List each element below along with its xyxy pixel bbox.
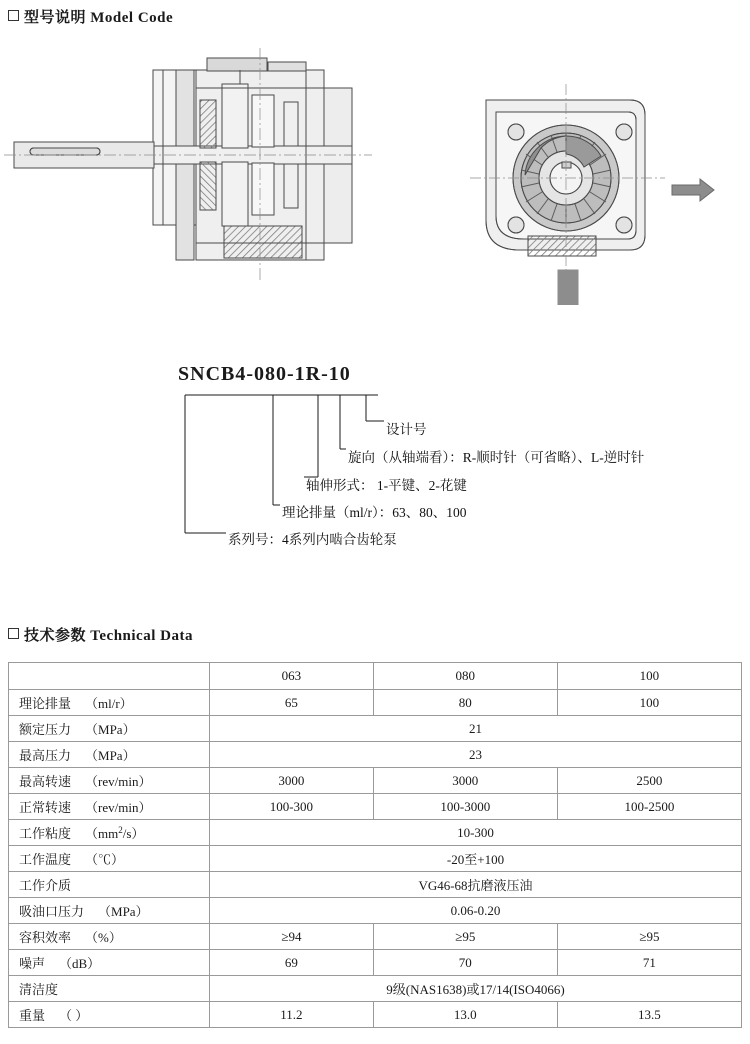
row-value-100: 100 [557,690,741,716]
table-row [9,820,742,846]
row-label-unit: （MPa） [85,722,136,737]
row-label-unit: （%） [85,930,122,945]
row-value-063: 69 [210,950,374,976]
row-value-merged: 0.06-0.20 [210,898,742,924]
flow-arrow-icon [672,179,714,201]
row-value-080: 100-3000 [373,794,557,820]
row-label [9,846,210,872]
table-body [9,663,742,1028]
row-label-name: 最高压力 [19,748,72,763]
row-label [9,898,210,924]
row-label-name: 重量 [19,1008,46,1023]
row-label-name: 工作粘度 [19,826,72,841]
table-row [9,846,742,872]
row-label-unit: $(mm^2/s)$ [85,825,145,841]
legend-series-no: 系列号：4系列内啮合齿轮泵 [228,532,397,547]
row-value-merged: 23 [210,742,742,768]
table-row [9,924,742,950]
row-label-unit: （MPa） [98,904,149,919]
row-value-merged: 21 [210,716,742,742]
table-row [9,742,742,768]
table-row [9,716,742,742]
row-value-080: 13.0 [373,1002,557,1028]
row-label-name: 额定压力 [19,722,72,737]
row-value-100: 2500 [557,768,741,794]
row-label-unit: （MPa） [85,748,136,763]
row-label-name: 正常转速 [19,800,72,815]
row-value-merged: 10-300 [210,820,742,846]
row-label-name: 工作介质 [19,878,72,893]
column-header-080: 080 [373,663,557,690]
row-value-063: ≥94 [210,924,374,950]
row-label-unit: （℃） [85,852,125,867]
technical-data-heading: 技术参数 Technical Data [8,624,193,645]
table-row [9,976,742,1002]
row-label-name: 理论排量 [19,696,72,711]
row-label-unit: （ml/r） [85,696,133,711]
row-label-name: 容积效率 [19,930,72,945]
row-label [9,794,210,820]
row-label [9,742,210,768]
row-label-name: 吸油口压力 [19,904,85,919]
legend-displacement: 理论排量（ml/r）：63、80、100 [282,505,467,520]
row-value-100: 71 [557,950,741,976]
row-label-unit: （rev/min） [85,800,152,815]
model-code-heading: 型号说明 Model Code [8,6,173,27]
bullet-square-icon [8,628,19,639]
table-row [9,950,742,976]
row-value-080: ≥95 [373,924,557,950]
port-block [558,270,578,305]
drawing-svg [0,40,750,305]
table-row [9,872,742,898]
row-label-name: 工作温度 [19,852,72,867]
row-label [9,820,210,846]
side-section-view [14,58,352,260]
row-label [9,950,210,976]
row-value-merged: VG46-68抗磨液压油 [210,872,742,898]
row-label [9,690,210,716]
table-header-row [9,663,742,690]
legend-rotation: 旋向（从轴端看）：R-顺时针（可省略）、L-逆时针 [348,450,645,465]
row-label [9,716,210,742]
row-value-100: 100-2500 [557,794,741,820]
column-header-063: 063 [210,663,374,690]
row-value-063: 3000 [210,768,374,794]
technical-data-table [8,662,742,1028]
row-value-063: 11.2 [210,1002,374,1028]
row-value-063: 100-300 [210,794,374,820]
row-value-080: 80 [373,690,557,716]
row-value-merged: 9级(NAS1638)或17/14(ISO4066) [210,976,742,1002]
column-header-blank [9,663,210,690]
table-row [9,1002,742,1028]
table-row [9,768,742,794]
row-value-063: 65 [210,690,374,716]
row-label-name: 最高转速 [19,774,72,789]
row-value-100: ≥95 [557,924,741,950]
row-label-unit: （dB） [59,956,101,971]
row-label-name: 噪声 [19,956,46,971]
column-header-100: 100 [557,663,741,690]
table-row [9,690,742,716]
row-value-080: 3000 [373,768,557,794]
row-label [9,924,210,950]
bullet-square-icon [8,10,19,21]
pump-drawings [0,40,750,305]
row-label [9,872,210,898]
table-row [9,898,742,924]
table-row [9,794,742,820]
row-value-merged: -20至+100 [210,846,742,872]
row-value-100: 13.5 [557,1002,741,1028]
row-label-unit: （rev/min） [85,774,152,789]
row-label [9,976,210,1002]
row-label-unit: （ ） [59,1008,89,1023]
row-label [9,768,210,794]
model-code-text: SNCB4-080-1R-10 [178,363,351,385]
legend-design-no: 设计号 [386,422,427,437]
legend-shaft-type: 轴伸形式： 1-平键、2-花键 [306,478,467,493]
row-label [9,1002,210,1028]
row-label-name: 清洁度 [19,982,59,997]
row-value-080: 70 [373,950,557,976]
gear-end-view [470,84,665,272]
